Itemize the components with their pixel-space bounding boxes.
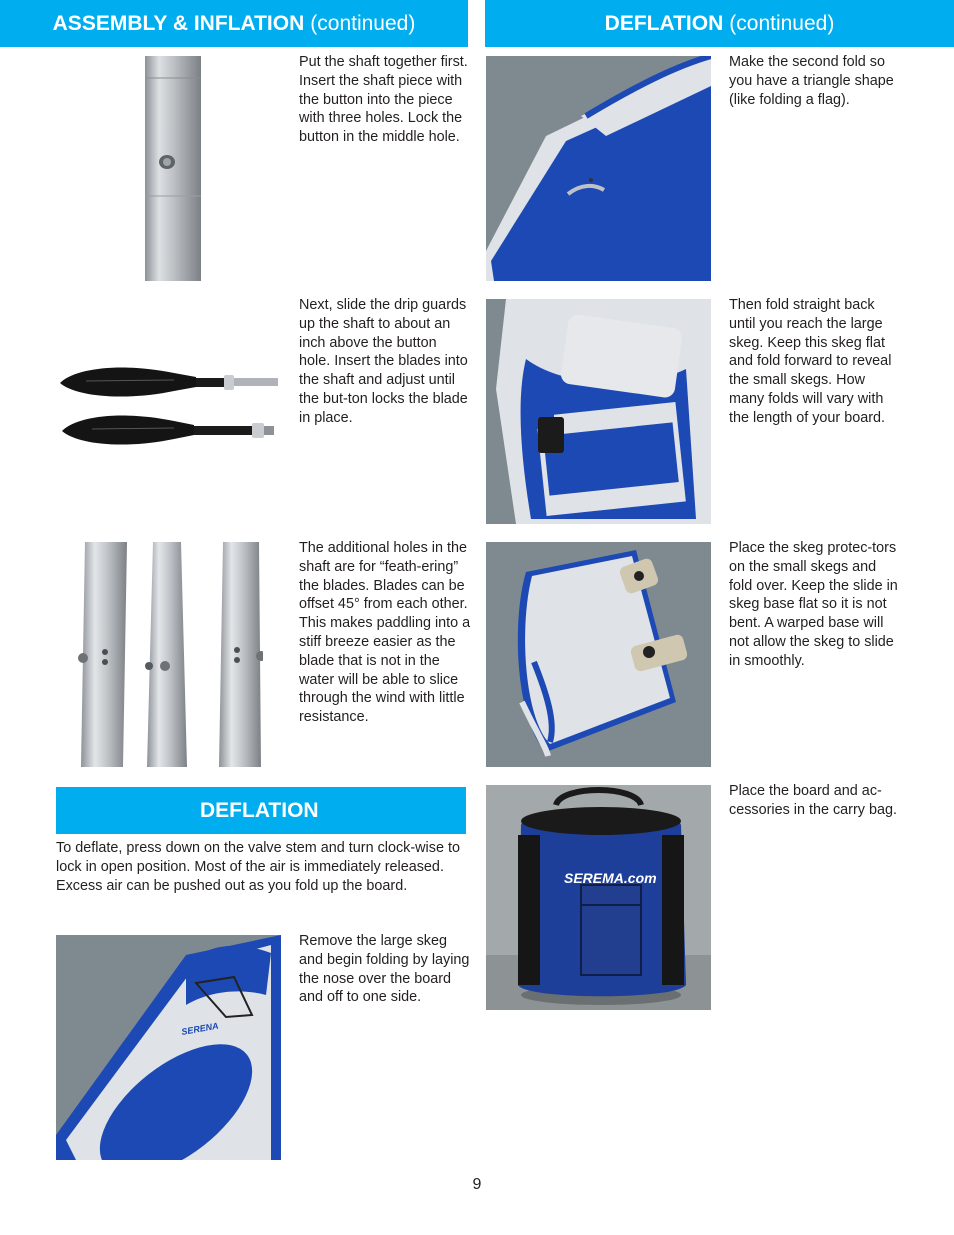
photo-skeg-protectors — [486, 542, 711, 767]
header-assembly-light: (continued) — [310, 11, 416, 35]
photo-shaft-button — [143, 56, 203, 281]
photo-fold-back — [486, 299, 711, 524]
step-skeg-protectors-text: Place the skeg protec-tors on the small skegs and fold over. Keep the slide in skeg base flat so it is not bent. A warped base will not allow the skeg to slide in smoothly. — [729, 540, 898, 669]
header-deflation-continued — [485, 0, 954, 47]
bag-logo-text: SEREMA.com — [564, 870, 657, 886]
step-feathering-text: The additional holes in the shaft are for “feath-ering” the blades. Blades can be offset 45° from each other. This makes paddling into a stiff breeze easier as the blade that is not in the water will be able to slice through the wind with little resistance. — [299, 540, 471, 726]
photo-carry-bag — [486, 785, 711, 1010]
header-deflation-cont-bold: DEFLATION — [604, 11, 724, 35]
photo-three-shafts — [77, 542, 263, 767]
page-number: 9 — [472, 1176, 482, 1193]
photo-remove-skeg — [56, 935, 281, 1160]
step-triangle-fold-text: Make the second fold so you have a triangle shape (like folding a flag). — [729, 54, 894, 108]
step-shaft-text: Put the shaft together first. Insert the shaft piece with the button into the piece with three holes. Lock the button in the middle hole. — [299, 54, 468, 146]
step-carry-bag-text: Place the board and ac-cessories in the carry bag. — [729, 783, 897, 818]
header-assembly-inflation — [0, 0, 468, 47]
photo-triangle-fold — [486, 56, 711, 281]
photo-paddle-blades — [56, 345, 281, 470]
header-deflation-cont-light: (continued) — [729, 11, 835, 35]
deflation-intro-text: To deflate, press down on the valve stem and turn clock-wise to lock in open position. Most of the air is immediately released. Excess air can be pushed out as you fold up the board. — [56, 840, 460, 894]
step-fold-back-text: Then fold straight back until you reach the large skeg. Keep this skeg flat and fold forward to reveal the small skegs. How many folds will vary with the length of your board. — [729, 297, 892, 426]
header-deflation — [56, 787, 466, 834]
svg-text:SERENA: SERENA — [180, 1020, 220, 1037]
deflation-step1-text: Remove the large skeg and begin folding by laying the nose over the board and off to one side. — [299, 933, 470, 1006]
header-deflation-title: DEFLATION — [200, 798, 319, 822]
step-drip-guards-text: Next, slide the drip guards up the shaft to about an inch above the button hole. Insert the blades into the shaft and adjust until the but-ton locks the blade in place. — [299, 297, 468, 426]
header-assembly-bold: ASSEMBLY & INFLATION — [52, 11, 305, 35]
